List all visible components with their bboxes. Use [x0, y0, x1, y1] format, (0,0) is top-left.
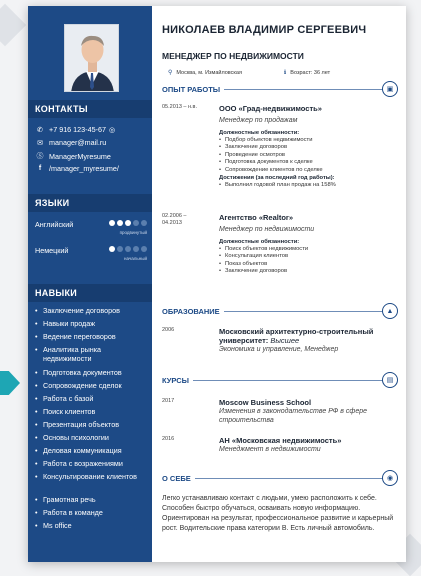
age: [284, 69, 330, 76]
duty-item: • Подготовка документов к сделке: [219, 159, 399, 166]
duty-item: • Консультация клиентов: [219, 253, 399, 260]
duty-item: • Проведение осмотров: [219, 152, 399, 159]
skill-item: • Заключение договоров: [35, 306, 147, 315]
job-period: 05.2013 – н.в.: [162, 104, 198, 110]
skype-text: ManagerMyresume: [49, 151, 111, 161]
briefcase-icon: ▣: [382, 81, 398, 97]
education-field: Экономика и управление, Менеджер: [219, 346, 339, 353]
experience-section-header: [162, 81, 402, 97]
contact-skype[interactable]: [35, 151, 111, 161]
duty-item: • Сопровождение клиентов по сделке: [219, 167, 399, 174]
skill-item: • Работа с базой: [35, 394, 147, 403]
location: [168, 69, 242, 76]
skill-item: • Грамотная речь: [35, 495, 147, 504]
duties-label: Должностные обязанности:: [219, 130, 300, 136]
skills-title: НАВЫКИ: [28, 284, 152, 302]
skill-item: • Работа в команде: [35, 508, 147, 517]
duty-item: • Заключение договоров: [219, 144, 399, 151]
course-entry: [219, 398, 399, 425]
job-company: ООО «Град-недвижимость»: [219, 104, 322, 113]
education-section-header: [162, 303, 402, 319]
language-name: Немецкий: [35, 246, 69, 255]
document-icon: ▤: [382, 372, 398, 388]
graduation-cap-icon: ▲: [382, 303, 398, 319]
pointer-arrow: [0, 371, 20, 395]
course-topic: Изменения в законодательстве РФ в сфере строительства: [219, 408, 368, 424]
language-english: [35, 220, 147, 235]
duty-item: • Показ объектов: [219, 261, 399, 268]
phone-icon: ✆: [37, 126, 43, 134]
job-period: 02.2006 – 04.2013: [162, 213, 187, 226]
education-entry: [219, 327, 399, 354]
contact-facebook[interactable]: [35, 164, 119, 173]
skill-item: • Работа с возражениями: [35, 459, 147, 468]
phone-text: +7 916 123-45-67: [49, 125, 106, 134]
person-icon: ◉: [382, 470, 398, 486]
job-company: Агентство «Realtor»: [219, 213, 294, 222]
experience-title: ОПЫТ РАБОТЫ: [162, 85, 224, 94]
skill-item: • Сопровождение сделок: [35, 381, 147, 390]
duty-item: • Поиск объектов недвижимости: [219, 246, 399, 253]
facebook-icon: f: [38, 165, 42, 172]
skill-item: • Подготовка документов: [35, 368, 147, 377]
course-name: АН «Московская недвижимость»: [219, 436, 342, 445]
location-pin-icon: ⚲: [168, 70, 173, 76]
email-text: manager@mail.ru: [49, 138, 107, 147]
info-icon: ℹ: [284, 70, 287, 76]
mail-icon: ✉: [37, 139, 43, 147]
resume-page: [28, 6, 406, 562]
about-section-header: [162, 470, 402, 486]
courses-section-header: [162, 372, 402, 388]
achievements-label: Достижения (за последний год работы):: [219, 175, 335, 182]
skill-item: • Консультирование клиентов: [35, 472, 147, 481]
divider: [162, 478, 390, 479]
skill-item: • Ведение переговоров: [35, 332, 147, 341]
job-entry: [219, 104, 399, 189]
language-name: Английский: [35, 220, 74, 229]
person-name: НИКОЛАЕВ ВЛАДИМИР СЕРГЕЕВИЧ: [162, 24, 367, 36]
job-role: Менеджер по продажам: [219, 117, 298, 124]
language-level-dots: [109, 246, 147, 252]
about-title: О СЕБЕ: [162, 474, 195, 483]
languages-title: ЯЗЫКИ: [28, 194, 152, 212]
divider: [162, 380, 390, 381]
contact-phone[interactable]: [35, 125, 115, 134]
education-school: Московский архитектурно-строительный университет:: [219, 327, 374, 345]
contacts-title: КОНТАКТЫ: [28, 100, 152, 118]
language-level: продвинутый: [119, 230, 147, 235]
facebook-text: /manager_myresume/: [49, 164, 119, 173]
education-title: ОБРАЗОВАНИЕ: [162, 307, 224, 316]
course-name: Moscow Business School: [219, 398, 312, 407]
skill-item: • Деловая коммуникация: [35, 446, 147, 455]
skill-item: • Основы психологии: [35, 433, 147, 442]
duties-label: Должностные обязанности:: [219, 239, 300, 245]
education-degree: Высшее: [270, 336, 300, 345]
contact-email[interactable]: [35, 138, 106, 147]
skill-item: • Презентация объектов: [35, 420, 147, 429]
language-level: начальный: [124, 256, 147, 261]
language-german: [35, 246, 147, 261]
skype-icon: Ⓢ: [36, 153, 44, 160]
duty-item: • Заключение договоров: [219, 268, 399, 275]
age-text: Возраст: 36 лет: [290, 69, 331, 76]
profile-photo: [64, 24, 119, 92]
education-year: 2006: [162, 327, 175, 333]
main-content: [152, 6, 406, 562]
course-year: 2016: [162, 436, 175, 442]
skill-item: • Поиск клиентов: [35, 407, 147, 416]
job-role: Менеджер по недвижимости: [219, 226, 315, 233]
course-year: 2017: [162, 398, 175, 404]
location-text: Москва, м. Измайловская: [176, 69, 242, 76]
sidebar: [28, 6, 152, 562]
background-decoration: [0, 4, 26, 46]
skill-item: • Аналитика рынка недвижимости: [35, 345, 147, 363]
whatsapp-icon: ◎: [108, 126, 116, 134]
job-position: МЕНЕДЖЕР ПО НЕДВИЖИМОСТИ: [162, 51, 304, 61]
course-topic: Менеджмент в недвижимости: [219, 446, 321, 453]
about-text: Легко устанавливаю контакт с людьми, умею расположить к себе. Способен быстро обучаться, осваивать новую информацию. Ориентирован на результат, профессиональное развитие и карьерный рост. Водительские права категории B. Есть личный автомобиль.: [162, 495, 394, 532]
job-entry: [219, 213, 399, 276]
achievement-item: • Выполнил годовой план продаж на 158%: [219, 182, 399, 189]
skill-item: • Навыки продаж: [35, 319, 147, 328]
language-level-dots: [109, 220, 147, 226]
skill-item: • Ms office: [35, 521, 147, 530]
duty-item: • Подбор объектов недвижимости: [219, 137, 399, 144]
course-entry: [219, 436, 399, 454]
courses-title: КУРСЫ: [162, 376, 193, 385]
